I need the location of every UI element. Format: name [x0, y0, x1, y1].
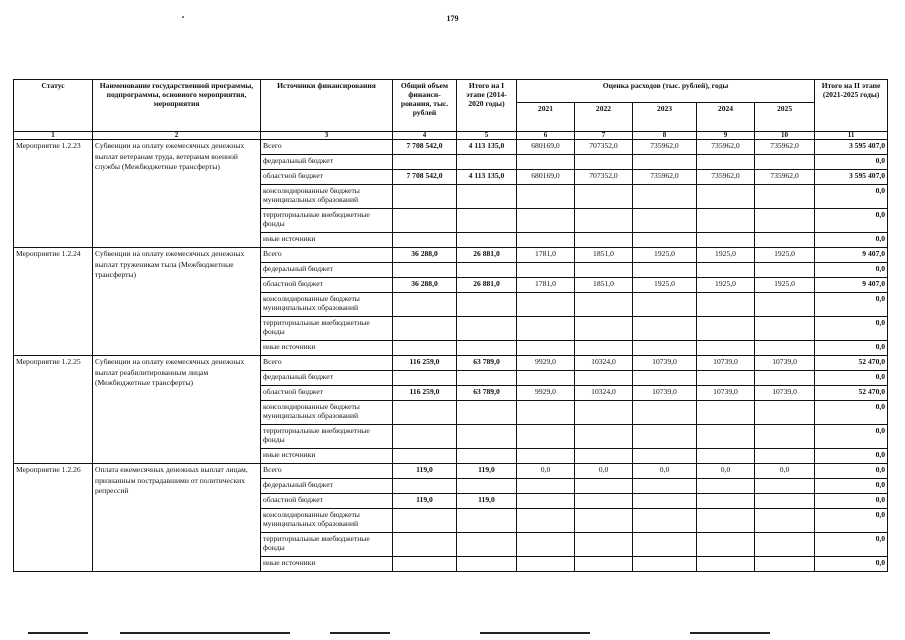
year-2024-cell — [697, 533, 755, 557]
year-2022-cell — [575, 317, 633, 341]
year-2024-cell: 735962,0 — [697, 140, 755, 155]
year-2021-cell — [517, 557, 575, 572]
header-estimate: Оценка расходов (тыс. рублей), годы — [517, 80, 815, 103]
year-2021-cell — [517, 533, 575, 557]
year-2022-cell — [575, 509, 633, 533]
year-2022-cell — [575, 155, 633, 170]
column-number: 9 — [697, 132, 755, 140]
total-volume-cell — [393, 425, 457, 449]
stage2-cell: 9 407,0 — [815, 248, 888, 263]
year-2022-cell — [575, 557, 633, 572]
header-name: Наименование государственной программы, подпрограммы, основного мероприятия, мероприятия — [93, 80, 261, 132]
year-2025-cell — [755, 533, 815, 557]
column-number: 10 — [755, 132, 815, 140]
year-2021-cell — [517, 185, 575, 209]
funding-source: областной бюджет — [261, 494, 393, 509]
year-2024-cell — [697, 209, 755, 233]
year-2023-cell — [633, 557, 697, 572]
stage1-cell — [457, 293, 517, 317]
year-2025-cell: 0,0 — [755, 464, 815, 479]
header-stage2: Итого на II этапе (2021-2025 годы) — [815, 80, 888, 132]
stage1-cell: 63 789,0 — [457, 356, 517, 371]
year-2022-cell — [575, 341, 633, 356]
total-volume-cell: 36 288,0 — [393, 278, 457, 293]
year-2024-cell — [697, 509, 755, 533]
funding-source: федеральный бюджет — [261, 371, 393, 386]
year-2022-cell — [575, 371, 633, 386]
stage1-cell — [457, 449, 517, 464]
funding-source: консолидированные бюджеты муниципальных образований — [261, 401, 393, 425]
total-volume-cell — [393, 371, 457, 386]
column-number: 2 — [93, 132, 261, 140]
scan-edge-line — [120, 632, 290, 634]
total-volume-cell — [393, 209, 457, 233]
column-number-row — [14, 132, 888, 140]
year-2022-cell: 707352,0 — [575, 170, 633, 185]
year-2023-cell — [633, 293, 697, 317]
year-2024-cell: 1925,0 — [697, 278, 755, 293]
stage1-cell — [457, 209, 517, 233]
total-volume-cell — [393, 185, 457, 209]
year-2023-cell — [633, 233, 697, 248]
column-number: 5 — [457, 132, 517, 140]
year-2021-cell: 9929,0 — [517, 386, 575, 401]
funding-source: иные источники — [261, 233, 393, 248]
measure-status: Мероприятие 1.2.26 — [14, 464, 93, 572]
year-2024-cell — [697, 494, 755, 509]
year-2022-cell: 10324,0 — [575, 386, 633, 401]
stage1-cell — [457, 401, 517, 425]
funding-source: Всего — [261, 464, 393, 479]
stage1-cell: 4 113 135,0 — [457, 140, 517, 155]
total-volume-cell: 36 288,0 — [393, 248, 457, 263]
year-2021-cell — [517, 479, 575, 494]
year-2023-cell: 735962,0 — [633, 170, 697, 185]
year-2021-cell: 1781,0 — [517, 248, 575, 263]
year-2022-cell — [575, 185, 633, 209]
measure-status: Мероприятие 1.2.25 — [14, 356, 93, 464]
funding-source: областной бюджет — [261, 278, 393, 293]
year-2024-cell: 1925,0 — [697, 248, 755, 263]
stage1-cell — [457, 557, 517, 572]
total-volume-cell — [393, 449, 457, 464]
stage1-cell — [457, 185, 517, 209]
year-2023-cell — [633, 509, 697, 533]
year-2023-cell — [633, 263, 697, 278]
year-2024-cell: 735962,0 — [697, 170, 755, 185]
year-2024-cell — [697, 557, 755, 572]
stage1-cell — [457, 479, 517, 494]
year-2023-cell: 1925,0 — [633, 278, 697, 293]
year-2024-cell — [697, 425, 755, 449]
year-2023-cell — [633, 209, 697, 233]
total-volume-cell — [393, 341, 457, 356]
year-2022-cell — [575, 494, 633, 509]
budget-table — [13, 79, 888, 572]
total-volume-cell — [393, 317, 457, 341]
funding-source: иные источники — [261, 341, 393, 356]
measure-status: Мероприятие 1.2.24 — [14, 248, 93, 356]
funding-source: федеральный бюджет — [261, 263, 393, 278]
year-2024-cell — [697, 371, 755, 386]
column-number: 1 — [14, 132, 93, 140]
funding-source: Всего — [261, 140, 393, 155]
column-number: 4 — [393, 132, 457, 140]
total-volume-cell — [393, 233, 457, 248]
year-2025-cell — [755, 341, 815, 356]
stage2-cell: 0,0 — [815, 341, 888, 356]
year-2023-cell — [633, 425, 697, 449]
year-2024-cell: 10739,0 — [697, 386, 755, 401]
stage1-cell: 26 881,0 — [457, 248, 517, 263]
stage1-cell: 4 113 135,0 — [457, 170, 517, 185]
year-2021-cell — [517, 494, 575, 509]
stage2-cell: 0,0 — [815, 533, 888, 557]
year-2021-cell — [517, 509, 575, 533]
year-2025-cell — [755, 449, 815, 464]
year-2023-cell: 10739,0 — [633, 356, 697, 371]
funding-source: консолидированные бюджеты муниципальных образований — [261, 185, 393, 209]
year-2025-cell: 1925,0 — [755, 278, 815, 293]
funding-source: территориальные внебюджетные фонды — [261, 209, 393, 233]
header-total-volume: Общий объем финанси-рования, тыс. рублей — [393, 80, 457, 132]
table-row — [14, 248, 888, 263]
funding-source: консолидированные бюджеты муниципальных образований — [261, 509, 393, 533]
year-2025-cell — [755, 155, 815, 170]
year-2025-cell: 1925,0 — [755, 248, 815, 263]
year-2021-cell — [517, 341, 575, 356]
stage2-cell: 0,0 — [815, 263, 888, 278]
year-2024-cell — [697, 317, 755, 341]
stage2-cell: 0,0 — [815, 479, 888, 494]
column-number: 7 — [575, 132, 633, 140]
stage1-cell — [457, 533, 517, 557]
year-2023-cell — [633, 185, 697, 209]
total-volume-cell: 119,0 — [393, 494, 457, 509]
year-2023-cell — [633, 317, 697, 341]
year-2022-cell: 1851,0 — [575, 248, 633, 263]
year-2023-cell — [633, 494, 697, 509]
year-2021-cell: 9929,0 — [517, 356, 575, 371]
total-volume-cell — [393, 401, 457, 425]
total-volume-cell — [393, 479, 457, 494]
year-2025-cell — [755, 185, 815, 209]
header-source: Источники финансирования — [261, 80, 393, 132]
year-2021-cell: 680169,0 — [517, 140, 575, 155]
year-2025-cell — [755, 401, 815, 425]
scan-edge-line — [28, 632, 88, 634]
year-2022-cell — [575, 449, 633, 464]
year-2024-cell — [697, 233, 755, 248]
year-2021-cell — [517, 233, 575, 248]
year-2022-cell — [575, 263, 633, 278]
year-2025-cell: 735962,0 — [755, 170, 815, 185]
total-volume-cell — [393, 293, 457, 317]
table-row — [14, 140, 888, 155]
funding-source: территориальные внебюджетные фонды — [261, 425, 393, 449]
header-status: Статус — [14, 80, 93, 132]
total-volume-cell — [393, 263, 457, 278]
funding-source: территориальные внебюджетные фонды — [261, 533, 393, 557]
year-2023-cell: 1925,0 — [633, 248, 697, 263]
year-2021-cell — [517, 449, 575, 464]
header-stage1: Итого на I этапе (2014-2020 годы) — [457, 80, 517, 132]
stage2-cell: 0,0 — [815, 293, 888, 317]
scan-edge-line — [330, 632, 390, 634]
year-2024-cell: 10739,0 — [697, 356, 755, 371]
year-2021-cell: 680169,0 — [517, 170, 575, 185]
total-volume-cell: 7 708 542,0 — [393, 140, 457, 155]
year-2021-cell — [517, 317, 575, 341]
page-number: 179 — [446, 14, 459, 23]
stage1-cell: 63 789,0 — [457, 386, 517, 401]
column-number: 6 — [517, 132, 575, 140]
stage2-cell: 0,0 — [815, 557, 888, 572]
year-2021-cell: 1781,0 — [517, 278, 575, 293]
measure-name: Субвенции на оплату ежемесячных денежных выплат реабилитированным лицам (Межбюджетные трансферты) — [93, 356, 261, 464]
year-2022-cell — [575, 209, 633, 233]
year-2021-cell — [517, 401, 575, 425]
stage2-cell: 0,0 — [815, 401, 888, 425]
year-2024-cell — [697, 479, 755, 494]
year-2025-cell — [755, 293, 815, 317]
year-2025-cell: 10739,0 — [755, 356, 815, 371]
stage2-cell: 0,0 — [815, 209, 888, 233]
stage2-cell: 3 595 407,0 — [815, 140, 888, 155]
year-2021-cell — [517, 209, 575, 233]
year-2025-cell — [755, 209, 815, 233]
year-2024-cell: 0,0 — [697, 464, 755, 479]
year-2024-cell — [697, 185, 755, 209]
stage2-cell: 0,0 — [815, 464, 888, 479]
year-2022-cell: 0,0 — [575, 464, 633, 479]
year-2025-cell — [755, 233, 815, 248]
year-2021-cell — [517, 293, 575, 317]
year-2023-cell — [633, 479, 697, 494]
stage2-cell: 0,0 — [815, 425, 888, 449]
table-row — [14, 464, 888, 479]
year-2025-cell: 735962,0 — [755, 140, 815, 155]
year-2021-cell — [517, 263, 575, 278]
funding-source: иные источники — [261, 557, 393, 572]
year-2024-cell — [697, 341, 755, 356]
stage2-cell: 9 407,0 — [815, 278, 888, 293]
stage2-cell: 0,0 — [815, 155, 888, 170]
funding-source: федеральный бюджет — [261, 155, 393, 170]
header-year: 2025 — [755, 103, 815, 132]
stage1-cell — [457, 263, 517, 278]
stage2-cell: 0,0 — [815, 509, 888, 533]
header-year: 2024 — [697, 103, 755, 132]
year-2022-cell: 707352,0 — [575, 140, 633, 155]
stage2-cell: 0,0 — [815, 317, 888, 341]
total-volume-cell — [393, 533, 457, 557]
year-2025-cell — [755, 371, 815, 386]
year-2023-cell: 735962,0 — [633, 140, 697, 155]
year-2021-cell: 0,0 — [517, 464, 575, 479]
stage1-cell — [457, 425, 517, 449]
year-2025-cell — [755, 317, 815, 341]
year-2023-cell — [633, 533, 697, 557]
funding-source: территориальные внебюджетные фонды — [261, 317, 393, 341]
stage2-cell: 52 470,0 — [815, 356, 888, 371]
year-2024-cell — [697, 293, 755, 317]
measure-status: Мероприятие 1.2.23 — [14, 140, 93, 248]
stage1-cell — [457, 341, 517, 356]
year-2025-cell: 10739,0 — [755, 386, 815, 401]
measure-name: Субвенции на оплату ежемесячных денежных выплат ветеранам труда, ветеранам военной службы (Межбюджетные трансферты) — [93, 140, 261, 248]
year-2025-cell — [755, 479, 815, 494]
year-2023-cell — [633, 401, 697, 425]
year-2021-cell — [517, 371, 575, 386]
funding-source: иные источники — [261, 449, 393, 464]
funding-source: консолидированные бюджеты муниципальных образований — [261, 293, 393, 317]
year-2022-cell — [575, 401, 633, 425]
year-2023-cell — [633, 155, 697, 170]
year-2022-cell — [575, 293, 633, 317]
year-2022-cell: 1851,0 — [575, 278, 633, 293]
total-volume-cell — [393, 155, 457, 170]
year-2024-cell — [697, 263, 755, 278]
year-2023-cell — [633, 371, 697, 386]
funding-source: Всего — [261, 248, 393, 263]
year-2025-cell — [755, 263, 815, 278]
stage1-cell — [457, 371, 517, 386]
funding-source: областной бюджет — [261, 386, 393, 401]
column-number: 3 — [261, 132, 393, 140]
stage1-cell — [457, 155, 517, 170]
stage2-cell: 0,0 — [815, 449, 888, 464]
year-2023-cell: 10739,0 — [633, 386, 697, 401]
stage1-cell — [457, 509, 517, 533]
stage2-cell: 0,0 — [815, 494, 888, 509]
funding-source: Всего — [261, 356, 393, 371]
year-2024-cell — [697, 449, 755, 464]
funding-source: федеральный бюджет — [261, 479, 393, 494]
stage2-cell: 0,0 — [815, 185, 888, 209]
stage2-cell: 0,0 — [815, 233, 888, 248]
scan-edge-line — [690, 632, 770, 634]
total-volume-cell — [393, 557, 457, 572]
column-number: 11 — [815, 132, 888, 140]
year-2024-cell — [697, 401, 755, 425]
measure-name: Субвенции на оплату ежемесячных денежных выплат труженикам тыла (Межбюджетные трансферты) — [93, 248, 261, 356]
year-2023-cell — [633, 341, 697, 356]
stage2-cell: 0,0 — [815, 371, 888, 386]
year-2022-cell — [575, 479, 633, 494]
funding-source: областной бюджет — [261, 170, 393, 185]
measure-name: Оплата ежемесячных денежных выплат лицам, признанным пострадавшими от политических репрессий — [93, 464, 261, 572]
scan-edge-line — [480, 632, 590, 634]
year-2023-cell — [633, 449, 697, 464]
year-2025-cell — [755, 509, 815, 533]
scan-speck — [182, 16, 184, 18]
total-volume-cell: 119,0 — [393, 464, 457, 479]
total-volume-cell: 116 259,0 — [393, 356, 457, 371]
stage1-cell: 26 881,0 — [457, 278, 517, 293]
year-2025-cell — [755, 557, 815, 572]
table-row — [14, 356, 888, 371]
year-2021-cell — [517, 155, 575, 170]
header-year: 2023 — [633, 103, 697, 132]
year-2025-cell — [755, 425, 815, 449]
column-number: 8 — [633, 132, 697, 140]
stage1-cell — [457, 317, 517, 341]
year-2024-cell — [697, 155, 755, 170]
year-2022-cell — [575, 425, 633, 449]
year-2022-cell: 10324,0 — [575, 356, 633, 371]
stage2-cell: 52 470,0 — [815, 386, 888, 401]
stage1-cell: 119,0 — [457, 464, 517, 479]
year-2025-cell — [755, 494, 815, 509]
header-year: 2021 — [517, 103, 575, 132]
total-volume-cell: 116 259,0 — [393, 386, 457, 401]
year-2021-cell — [517, 425, 575, 449]
total-volume-cell — [393, 509, 457, 533]
stage1-cell — [457, 233, 517, 248]
stage1-cell: 119,0 — [457, 494, 517, 509]
table-header — [14, 80, 888, 140]
total-volume-cell: 7 708 542,0 — [393, 170, 457, 185]
header-year: 2022 — [575, 103, 633, 132]
stage2-cell: 3 595 407,0 — [815, 170, 888, 185]
year-2023-cell: 0,0 — [633, 464, 697, 479]
year-2022-cell — [575, 533, 633, 557]
table-body — [14, 140, 888, 572]
year-2022-cell — [575, 233, 633, 248]
